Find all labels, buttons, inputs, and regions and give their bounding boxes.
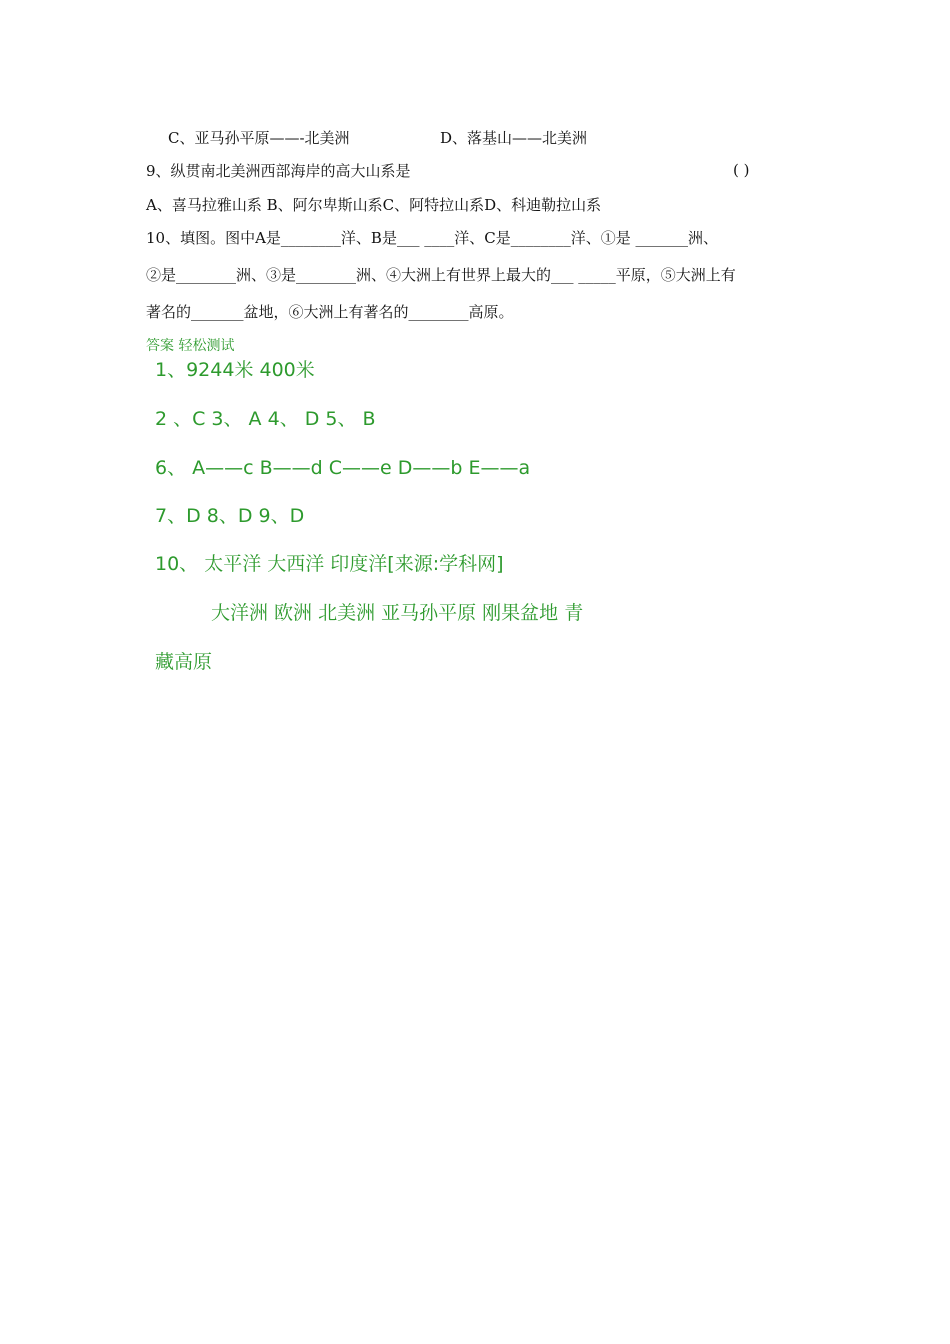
answer-line-5: 10、 太平洋 大西洋 印度洋[来源:学科网] <box>155 553 504 575</box>
q8-option-c: C、亚马孙平原——-北美洲 <box>168 129 350 147</box>
q10-line-2: ②是________洲、③是________洲、④大洲上有世界上最大的___ _____平原，⑤大洲上有 <box>146 266 736 284</box>
answer-line-7: 藏高原 <box>155 651 213 673</box>
answer-line-4: 7、D 8、D 9、D <box>155 505 305 527</box>
q10-line-1: 10、填图。图中A是________洋、B是___ ____洋、C是________洋、①是 _______洲、 <box>146 229 718 247</box>
answer-line-2: 2 、C 3、 A 4、 D 5、 B <box>155 408 376 430</box>
q9-answer-paren: ( ) <box>733 161 750 179</box>
answer-line-1: 1、9244米 400米 <box>155 359 315 381</box>
q10-line-3: 著名的_______盆地，⑥大洲上有著名的________高原。 <box>146 303 514 321</box>
q9-options: A、喜马拉雅山系 B、阿尔卑斯山系C、阿特拉山系D、科迪勒拉山系 <box>146 196 602 214</box>
q9-stem: 9、纵贯南北美洲西部海岸的高大山系是 <box>146 162 411 180</box>
answer-line-3: 6、 A——c B——d C——e D——b E——a <box>155 457 531 479</box>
q8-option-d: D、落基山——北美洲 <box>440 129 588 147</box>
answer-line-6: 大洋洲 欧洲 北美洲 亚马孙平原 刚果盆地 青 <box>211 602 584 624</box>
answers-header: 答案 轻松测试 <box>146 338 235 354</box>
